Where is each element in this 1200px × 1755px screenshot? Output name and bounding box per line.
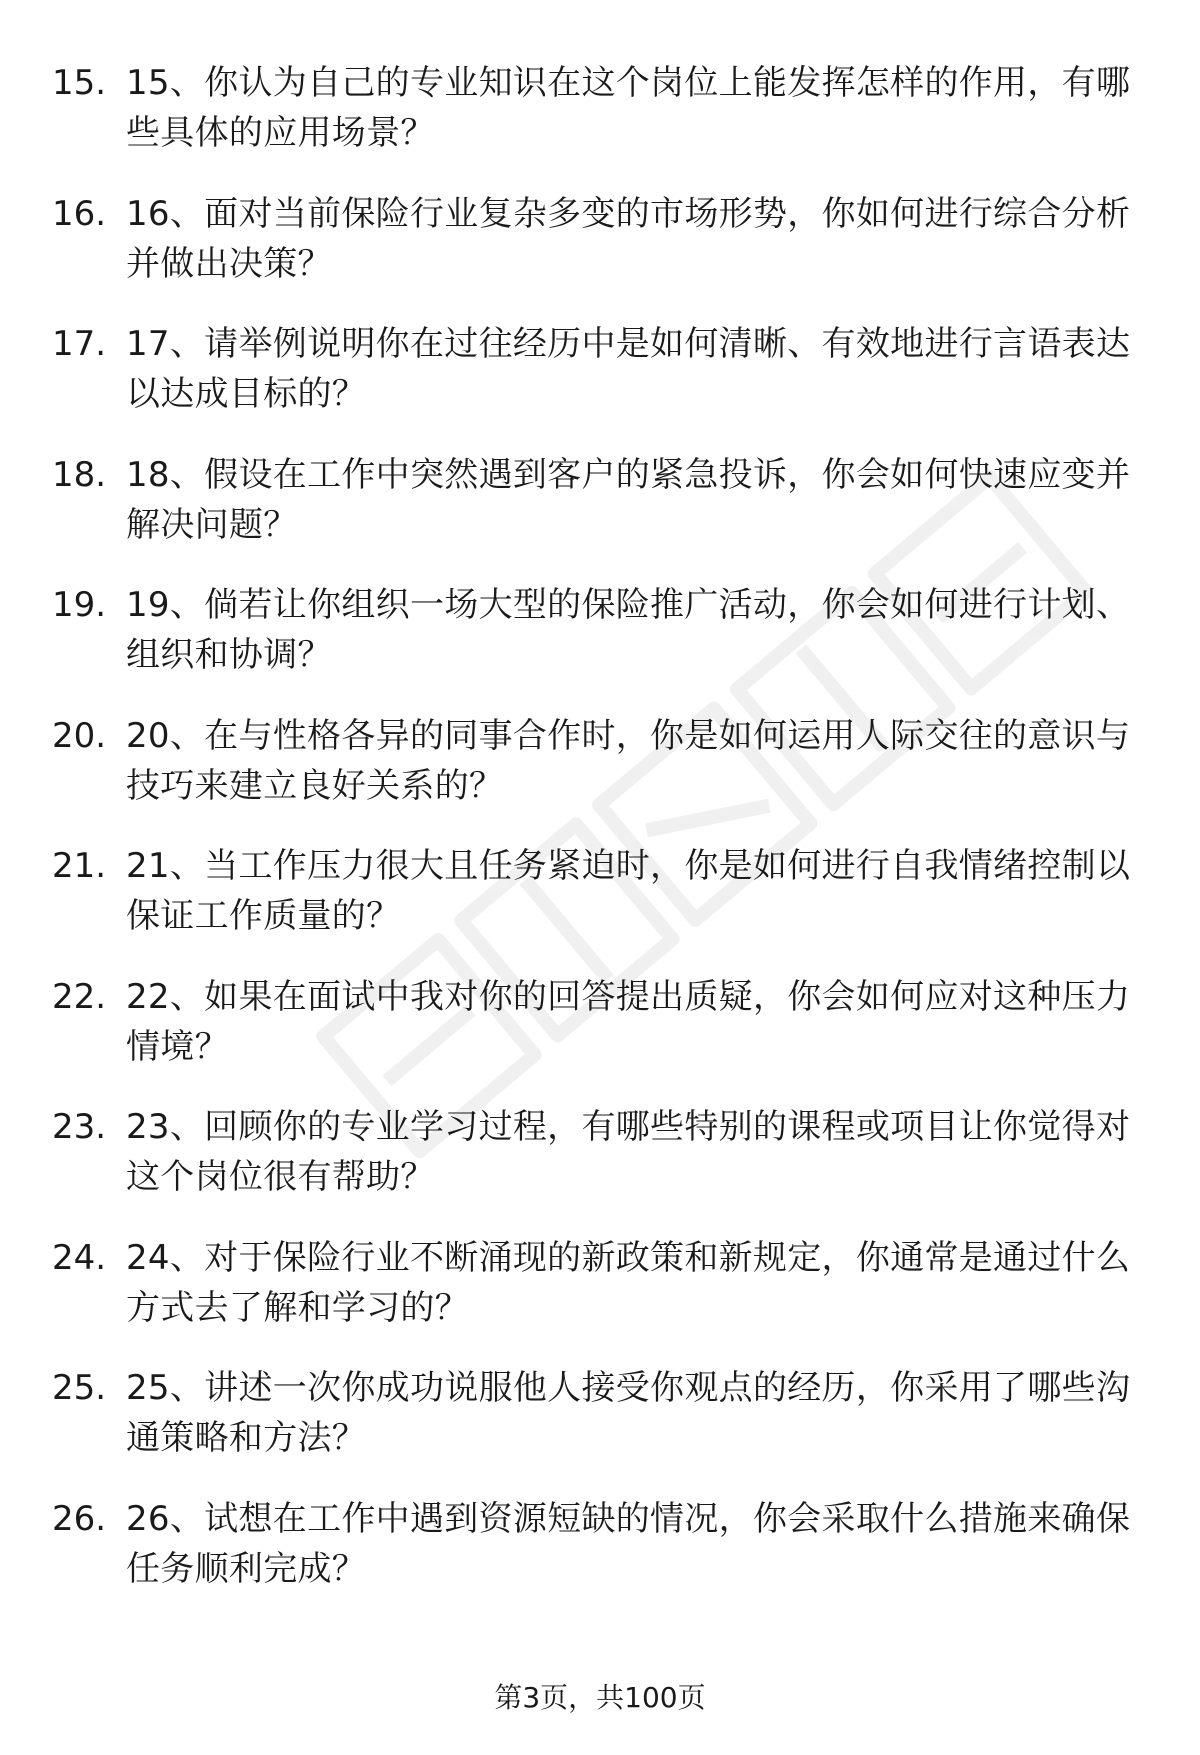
- question-item: [52, 972, 1152, 1103]
- question-number: 17.: [52, 324, 107, 364]
- question-text: 25、讲述一次你成功说服他人接受你观点的经历，你采用了哪些沟通策略和方法？: [126, 1368, 1131, 1458]
- question-item: [52, 1363, 1152, 1494]
- question-number: 22.: [52, 976, 107, 1017]
- question-number: 25.: [52, 1368, 107, 1408]
- question-item: [52, 580, 1152, 711]
- question-item: [52, 189, 1152, 320]
- question-number: 20.: [52, 715, 107, 756]
- question-item: [52, 450, 1152, 581]
- question-text: 20、在与性格各异的同事合作时，你是如何运用人际交往的意识与技巧来建立良好关系的？: [126, 715, 1131, 806]
- question-item: [52, 1102, 1152, 1233]
- question-text: 22、如果在面试中我对你的回答提出质疑，你会如何应对这种压力情境？: [126, 976, 1131, 1067]
- question-number: 23.: [52, 1107, 107, 1147]
- question-text: 17、请举例说明你在过往经历中是如何清晰、有效地进行言语表达以达成目标的？: [126, 324, 1131, 414]
- question-number: 15.: [52, 63, 107, 103]
- question-item: [52, 1233, 1152, 1364]
- question-number: 18.: [52, 454, 107, 495]
- question-number: 16.: [52, 193, 107, 234]
- page-footer: 第3页，共100页: [494, 1681, 706, 1714]
- question-number: 19.: [52, 585, 107, 625]
- question-text: 24、对于保险行业不断涌现的新政策和新规定，你通常是通过什么方式去了解和学习的？: [126, 1237, 1131, 1328]
- question-text: 26、试想在工作中遇到资源短缺的情况，你会采取什么措施来确保任务顺利完成？: [126, 1498, 1131, 1589]
- question-number: 21.: [52, 846, 107, 886]
- question-text: 19、倘若让你组织一场大型的保险推广活动，你会如何进行计划、组织和协调？: [126, 585, 1131, 675]
- question-text: 15、你认为自己的专业知识在这个岗位上能发挥怎样的作用，有哪些具体的应用场景？: [126, 63, 1131, 153]
- question-text: 16、面对当前保险行业复杂多变的市场形势，你如何进行综合分析并做出决策？: [126, 193, 1131, 284]
- question-list: [52, 58, 1152, 1624]
- question-item: [52, 319, 1152, 450]
- question-text: 18、假设在工作中突然遇到客户的紧急投诉，你会如何快速应变并解决问题？: [126, 454, 1131, 545]
- question-item: [52, 841, 1152, 972]
- question-item: [52, 58, 1152, 189]
- question-item: [52, 711, 1152, 842]
- question-number: 24.: [52, 1237, 107, 1278]
- question-number: 26.: [52, 1498, 107, 1539]
- question-text: 23、回顾你的专业学习过程，有哪些特别的课程或项目让你觉得对这个岗位很有帮助？: [126, 1107, 1131, 1197]
- question-text: 21、当工作压力很大且任务紧迫时，你是如何进行自我情绪控制以保证工作质量的？: [126, 846, 1131, 936]
- question-item: [52, 1494, 1152, 1625]
